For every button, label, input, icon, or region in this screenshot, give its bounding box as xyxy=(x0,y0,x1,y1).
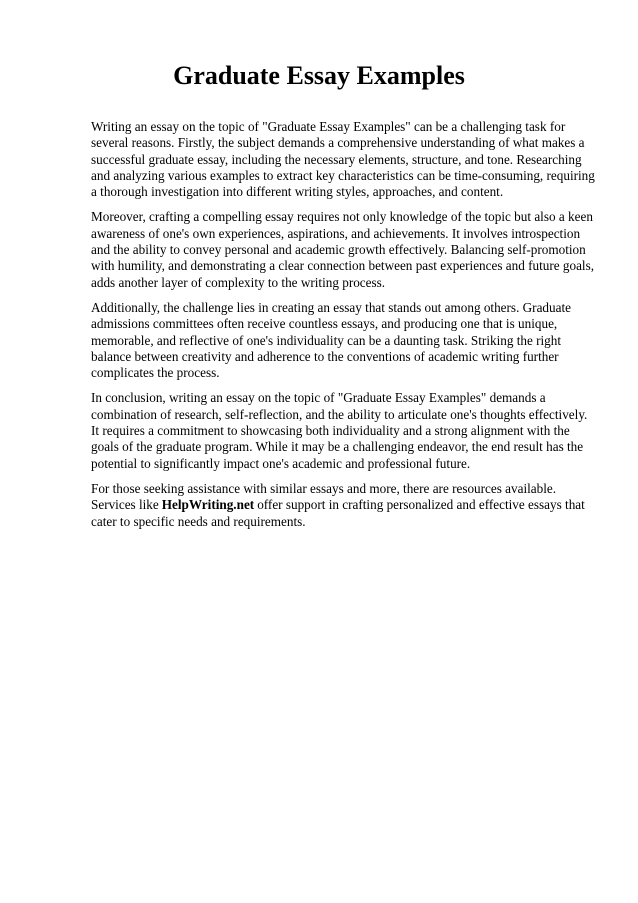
paragraph-moreover: Moreover, crafting a compelling essay requires not only knowledge of the topic but also a keen awareness of one's own experiences, aspirations, and achievements. It involves introspection and the ability to convey personal and academic growth effectively. Balancing self-promotion with humility, and demonstrating a clear connection between past experiences and future goals, adds another layer of complexity to the writing process. xyxy=(91,209,595,290)
paragraph-additionally: Additionally, the challenge lies in creating an essay that stands out among others. Graduate admissions committees often receive countless essays, and producing one that is unique, memorable, and reflective of one's individuality can be a daunting task. Striking the right balance between creativity and adherence to the conventions of academic writing further complicates the process. xyxy=(91,299,571,381)
closing-text-after: offer support in crafting personalized and effective essays that cater to specific needs and requirements. xyxy=(91,497,585,529)
closing-text-before: For those seeking assistance with similar essays and more, there are resources available. Services like xyxy=(91,480,557,513)
paragraph-conclusion: In conclusion, writing an essay on the topic of "Graduate Essay Examples" demands a combination of research, self-reflection, and the ability to articulate one's thoughts effectively. It requires a commitment to showcasing both individuality and a strong alignment with the goals of the graduate program. While it may be a challenging endeavor, the end result has the potential to significantly impact one's academic and professional future. xyxy=(91,390,588,471)
paragraph-closing xyxy=(91,481,596,530)
helpwriting-link[interactable]: HelpWriting.net xyxy=(161,497,255,513)
page-title: Graduate Essay Examples xyxy=(173,61,465,90)
paragraph-intro: Writing an essay on the topic of "Graduate Essay Examples" can be a challenging task for several reasons. Firstly, the subject demands a comprehensive understanding of what makes a successful graduate essay, including the necessary elements, structure, and tone. Researching and analyzing various examples to extract key characteristics can be time-consuming, requiring a thorough investigation into different writing styles, approaches, and content. xyxy=(91,119,595,200)
essay-body xyxy=(91,119,596,539)
